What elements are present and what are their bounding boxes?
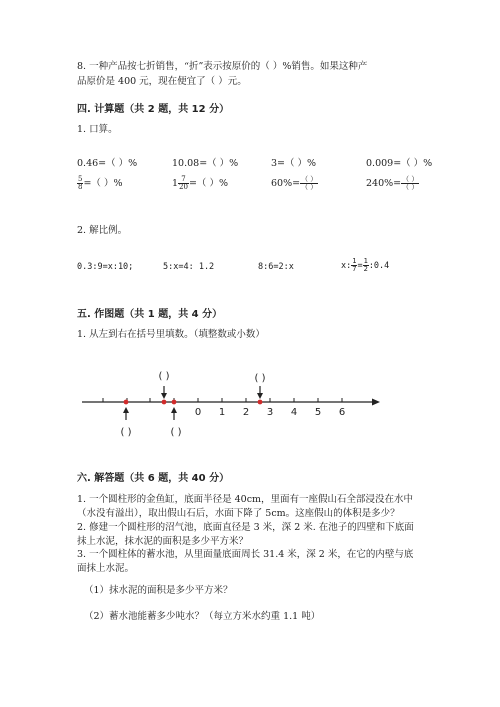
fraction-blank: $\frac{( )}{( )}$ <box>301 175 318 191</box>
oral-calc-1: 0.46=（ ）% <box>77 158 138 169</box>
blank-below-2: ( ) <box>170 427 182 438</box>
problem-3-line-1: 3. 一个圆柱体的蓄水池，从里面量底面周长 31.4 米，深 2 米，在它的内壁与底 <box>77 549 414 560</box>
fraction-blank: $\frac{( )}{( )}$ <box>402 175 419 191</box>
blank-above-2: ( ) <box>254 373 266 384</box>
ratio-4: x: $\frac{1}{7}$ = $\frac{1}{2}$ :0.4 <box>341 257 390 273</box>
blank-below-1: ( ) <box>120 427 132 438</box>
number-line-figure <box>0 360 500 450</box>
problem-1-line-2: （水没有溢出），取出假山石后，水面下降了 5cm。这座假山的体积是多少？ <box>77 508 400 519</box>
point-b <box>162 400 167 405</box>
problem-3-sub-2: （2）蓄水池能蓄多少吨水？（每立方米水约重 1.1 吨） <box>84 611 321 622</box>
tick-label-2: 2 <box>242 407 250 418</box>
tick-label-0: 0 <box>194 407 202 418</box>
tick-label-1: 1 <box>218 407 226 418</box>
oral-calc-3: 3=（ ）% <box>271 158 317 169</box>
tick-label-4: 4 <box>290 407 298 418</box>
oral-calc-2: 10.08=（ ）% <box>172 158 239 169</box>
fraction-1-7: $\frac{1}{7}$ <box>352 257 357 273</box>
point-d <box>258 400 263 405</box>
ratio-2: 5:x=4: 1.2 <box>163 262 215 272</box>
problem-3-sub-1: （1）抹水泥的面积是多少平方米？ <box>84 585 233 596</box>
oral-calc-4: 0.009=（ ）% <box>366 158 433 169</box>
down-arrow-icon <box>257 393 263 399</box>
fraction-1-2: $\frac{1}{2}$ <box>363 257 368 273</box>
question-8-line-2: 品原价是 400 元，现在便宜了（ ）元。 <box>77 76 247 87</box>
section-4-q2-label: 2. 解比例。 <box>77 225 128 236</box>
section-5-title: 五. 作图题（共 1 题，共 4 分） <box>77 309 223 320</box>
problem-2-line-1: 2. 修建一个圆柱形的沼气池，底面直径是 3 米，深 2 米. 在池子的四壁和下底面 <box>77 522 414 533</box>
point-a <box>124 400 129 405</box>
point-c <box>172 400 177 405</box>
problem-1-line-1: 1. 一个圆柱形的金鱼缸，底面半径是 40cm，里面有一座假山石全部浸没在水中 <box>77 494 414 505</box>
section-4-title: 四. 计算题（共 2 题，共 12 分） <box>77 104 230 115</box>
blank-above-1: ( ) <box>158 371 170 382</box>
oral-calc-8: 240%= $\frac{( )}{( )}$ <box>366 175 419 191</box>
up-arrow-icon <box>123 407 129 413</box>
oral-calc-7: 60%= $\frac{( )}{( )}$ <box>271 175 318 191</box>
problem-3-line-2: 面抹上水泥。 <box>77 563 135 574</box>
ratio-1: 0.3:9=x:10; <box>77 262 134 272</box>
fraction-5-8: $\frac{5}{8}$ <box>78 175 83 191</box>
number-line-arrowhead <box>372 399 380 406</box>
oral-calc-5: $\frac{5}{8}$ =（ ）% <box>78 175 123 191</box>
section-5-q1-label: 1. 从左到右在括号里填数。（填整数或小数） <box>77 329 265 340</box>
fraction-7-20: $\frac{7}{20}$ <box>179 175 188 191</box>
question-8-line-1: 8. 一种产品按七折销售，“折”表示按原价的（ ）%销售。如果这种产 <box>77 61 368 72</box>
tick-label-6: 6 <box>338 407 346 418</box>
up-arrow-icon <box>171 407 177 413</box>
section-6-title: 六. 解答题（共 6 题，共 40 分） <box>77 473 230 484</box>
oral-calc-6: 1 $\frac{7}{20}$ =（ ）% <box>172 175 228 191</box>
ratio-3: 8:6=2:x <box>258 262 294 272</box>
down-arrow-icon <box>161 393 167 399</box>
tick-label-3: 3 <box>266 407 274 418</box>
problem-2-line-2: 抹上水泥，抹水泥的面积是多少平方米？ <box>77 536 249 547</box>
tick-label-5: 5 <box>314 407 322 418</box>
section-4-q1-label: 1. 口算。 <box>77 124 118 135</box>
